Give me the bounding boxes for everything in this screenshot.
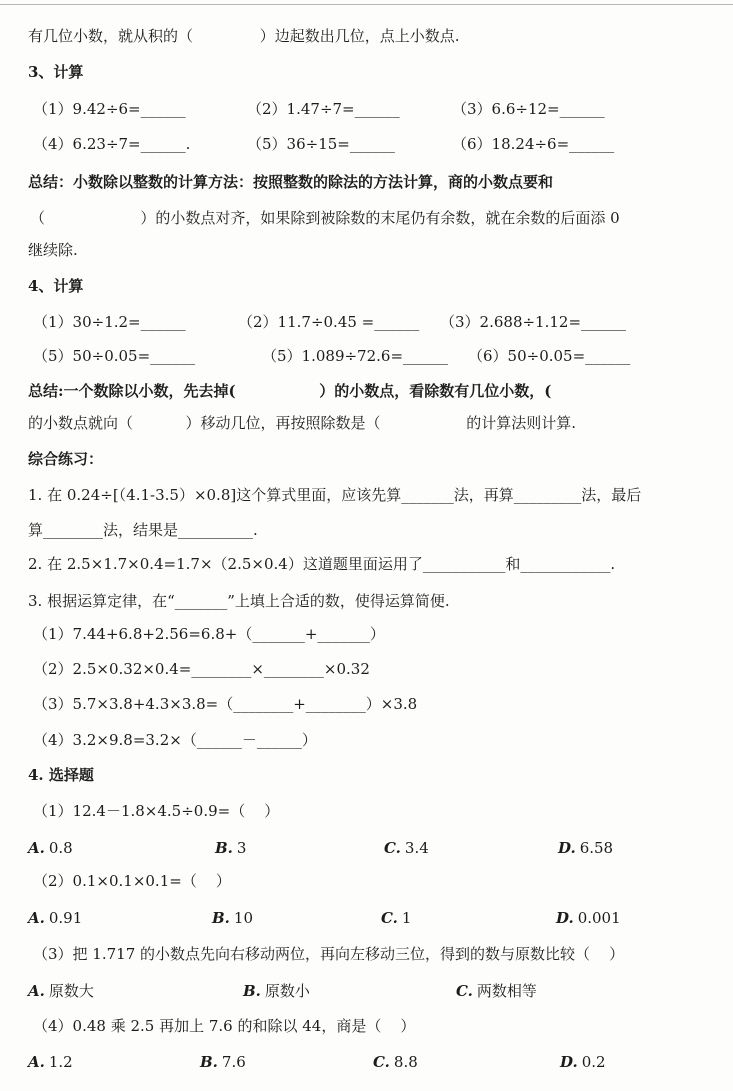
- review-question: 3. 根据运算定律，在“_______”上填上合适的数，使得运算简便.: [28, 592, 450, 610]
- problem: （2）11.7÷0.45 =______: [238, 313, 420, 331]
- option-letter: D.: [556, 909, 574, 927]
- problem: （3）2.688÷1.12=______: [440, 313, 627, 331]
- page-edge-line: [0, 4, 733, 5]
- choice-option: [28, 838, 73, 858]
- review-question: 2. 在 2.5×1.7×0.4=1.7×（2.5×0.4）这道题里面运用了___________和____________.: [28, 555, 616, 573]
- summary-line: 的小数点就向（ ）移动几位，再按照除数是（ 的计算法则计算.: [28, 414, 577, 432]
- option-text: 0.2: [581, 1053, 606, 1071]
- option-letter: A.: [28, 1053, 45, 1071]
- choice-option: [200, 1052, 246, 1072]
- choice-option: [560, 1052, 606, 1072]
- option-text: 两数相等: [476, 982, 537, 1000]
- choice-option: [373, 1052, 418, 1072]
- choice-stem: （3）把 1.717 的小数点先向右移动两位，再向左移动三位，得到的数与原数比较（ ）: [33, 945, 625, 963]
- problem: （1）30÷1.2=______: [33, 313, 186, 331]
- option-text: 原数小: [264, 982, 310, 1000]
- choice-stem: （4）0.48 乘 2.5 再加上 7.6 的和除以 44，商是（ ）: [33, 1017, 416, 1035]
- option-text: 0.8: [48, 839, 73, 857]
- option-letter: A.: [28, 909, 45, 927]
- review-question: 算________法，结果是__________.: [28, 521, 258, 539]
- review-question: 1. 在 0.24÷[（4.1-3.5）×0.8]这个算式里面，应该先算_______法，再算_________法，最后: [28, 486, 642, 504]
- summary-line: 继续除.: [28, 241, 78, 259]
- option-text: 1.2: [48, 1053, 73, 1071]
- option-text: 6.58: [579, 839, 614, 857]
- option-letter: D.: [558, 839, 576, 857]
- option-letter: B.: [215, 839, 233, 857]
- problem: （3）6.6÷12=______: [452, 100, 605, 118]
- option-text: 10: [233, 909, 253, 927]
- choice-option: [243, 981, 310, 1001]
- option-text: 原数大: [48, 982, 94, 1000]
- option-text: 3.4: [404, 839, 429, 857]
- option-letter: B.: [243, 982, 261, 1000]
- option-text: 0.91: [48, 909, 83, 927]
- option-text: 3: [236, 839, 247, 857]
- problem: （5）50÷0.05=______: [33, 347, 196, 365]
- choice-option: [28, 908, 82, 928]
- intro-line: 有几位小数，就从积的（ ）边起数出几位，点上小数点.: [28, 27, 460, 45]
- problem: （5）1.089÷72.6=______: [262, 347, 449, 365]
- choice-stem: （2）0.1×0.1×0.1=（ ）: [33, 872, 231, 890]
- option-letter: C.: [456, 982, 473, 1000]
- option-text: 8.8: [393, 1053, 418, 1071]
- choice-option: [381, 908, 411, 928]
- section-3-title: 3、计算: [28, 63, 84, 81]
- summary-line: 总结：小数除以整数的计算方法：按照整数的除法的方法计算，商的小数点要和: [28, 173, 554, 191]
- option-letter: B.: [200, 1053, 218, 1071]
- summary-line: （ ）的小数点对齐，如果除到被除数的末尾仍有余数，就在余数的后面添 0: [30, 209, 620, 227]
- choice-option: [28, 1052, 73, 1072]
- option-text: 1: [401, 909, 412, 927]
- choice-option: [384, 838, 429, 858]
- option-letter: D.: [560, 1053, 578, 1071]
- choice-option: [28, 981, 94, 1001]
- choice-option: [558, 838, 613, 858]
- review-title: 综合练习：: [28, 450, 104, 468]
- option-text: 0.001: [577, 909, 621, 927]
- option-letter: C.: [384, 839, 401, 857]
- problem: （4）6.23÷7=______.: [33, 135, 191, 153]
- problem: （5）36÷15=______: [247, 135, 395, 153]
- option-letter: B.: [212, 909, 230, 927]
- choice-option: [215, 838, 246, 858]
- option-letter: A.: [28, 982, 45, 1000]
- option-letter: A.: [28, 839, 45, 857]
- problem: （6）50÷0.05=______: [468, 347, 631, 365]
- summary-line: 总结:一个数除以小数，先去掉( ）的小数点，看除数有几位小数，(: [28, 382, 552, 400]
- section-4-title: 4、计算: [28, 277, 84, 295]
- review-subitem: （2）2.5×0.32×0.4=________×________×0.32: [33, 660, 370, 678]
- choice-option: [556, 908, 621, 928]
- problem: （1）9.42÷6=______: [33, 100, 186, 118]
- choice-option: [456, 981, 537, 1001]
- option-text: 7.6: [221, 1053, 246, 1071]
- review-subitem: （4）3.2×9.8=3.2×（______－______）: [33, 731, 317, 749]
- choice-option: [212, 908, 253, 928]
- problem: （6）18.24÷6=______: [452, 135, 615, 153]
- problem: （2）1.47÷7=______: [247, 100, 400, 118]
- option-letter: C.: [381, 909, 398, 927]
- review-subitem: （3）5.7×3.8+4.3×3.8=（________+________）×3.8: [33, 695, 418, 713]
- review-subitem: （1）7.44+6.8+2.56=6.8+（_______+_______）: [33, 625, 385, 643]
- choice-title: 4. 选择题: [28, 766, 94, 784]
- option-letter: C.: [373, 1053, 390, 1071]
- choice-stem: （1）12.4－1.8×4.5÷0.9=（ ）: [33, 802, 280, 820]
